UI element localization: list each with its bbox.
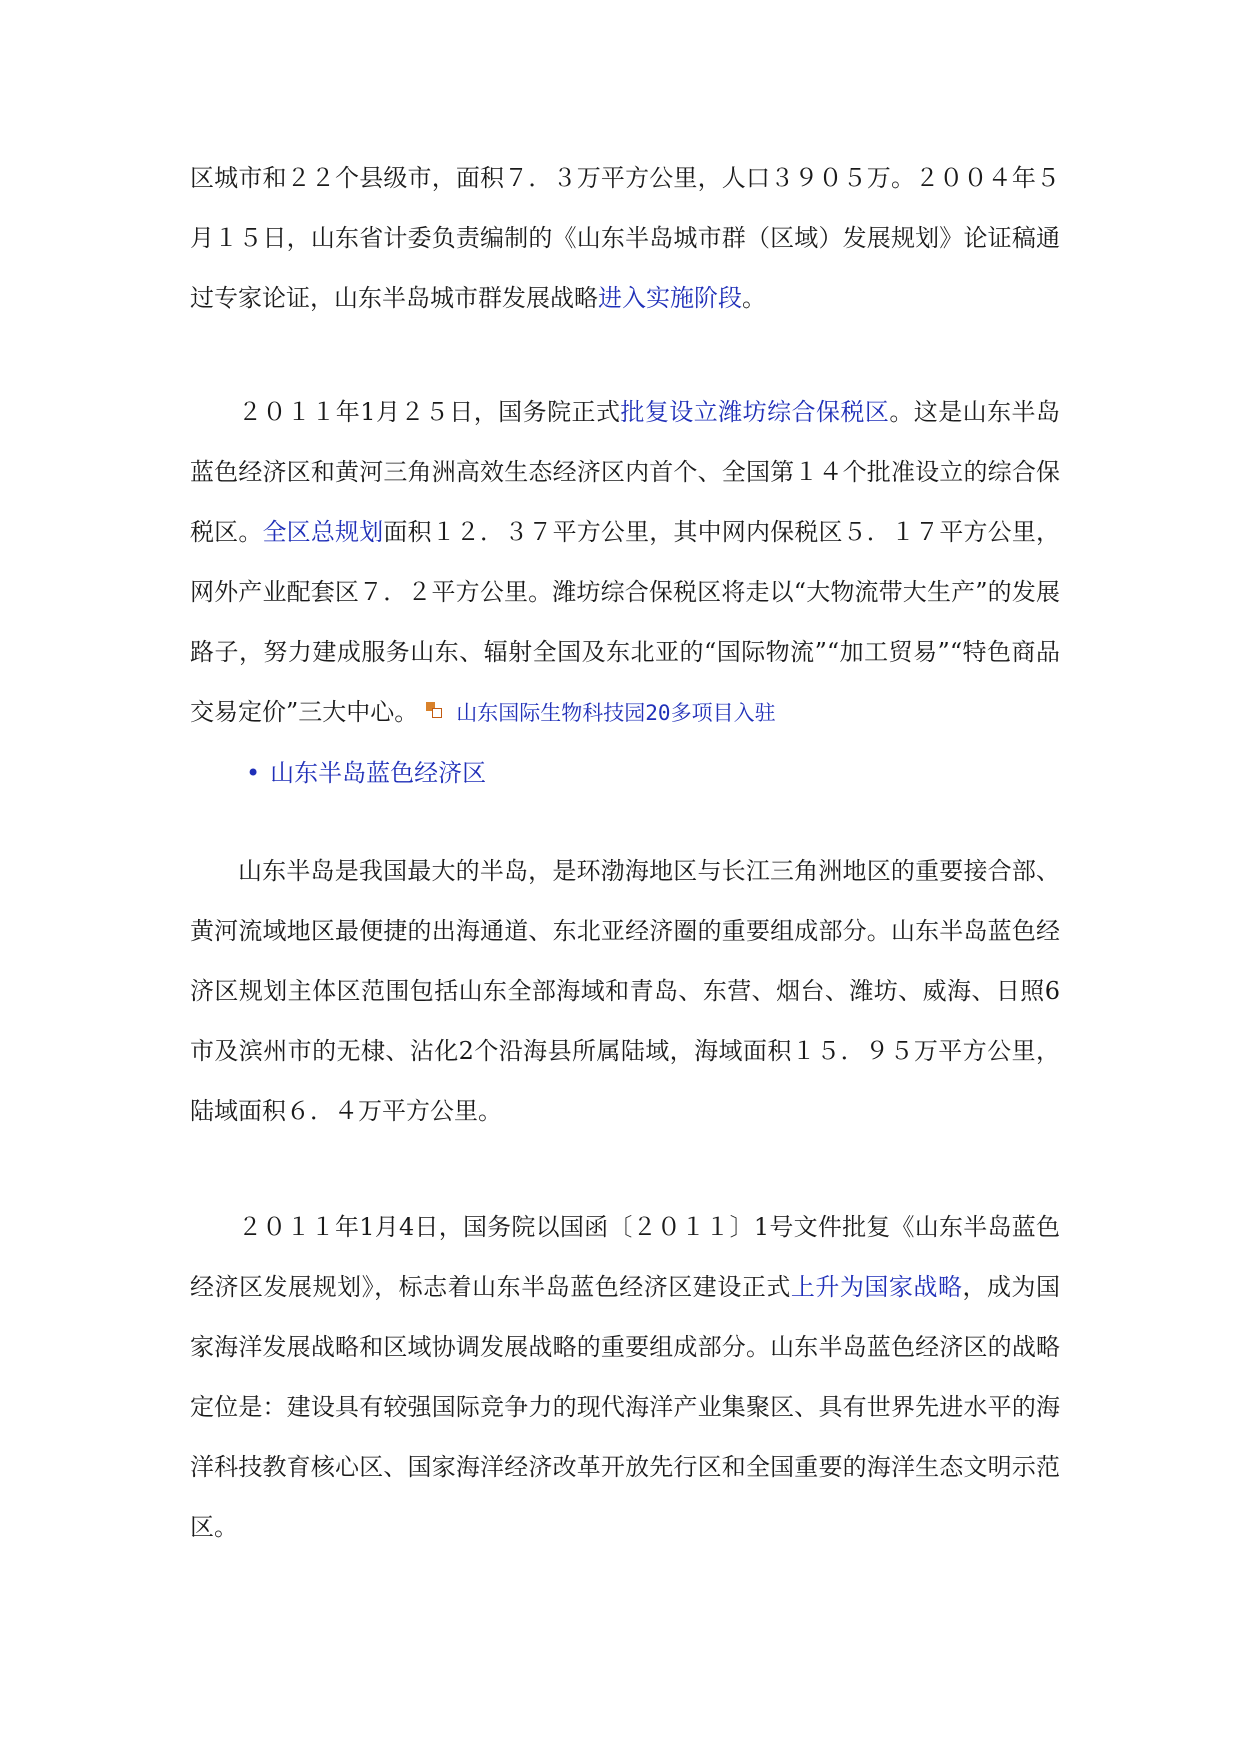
paragraph-text: 区城市和２２个县级市，面积７．３万平方公里，人口３９０５万。２００４年５月１５日，山东省计委负责编制的《山东半岛城市群（区域）发展规划》论证稿通过专家论证，山东半岛城市群发展战略 bbox=[190, 164, 1060, 312]
paragraph-peninsula-overview: 山东半岛是我国最大的半岛，是环渤海地区与长江三角洲地区的重要接合部、黄河流域地区最便捷的出海通道、东北亚经济圈的重要组成部分。山东半岛蓝色经济区规划主体区范围包括山东全部海域和青岛、东营、烟台、潍坊、威海、日照6市及滨州市的无棣、沾化2个沿海县所属陆域，海域面积１５．９５万平方公里，陆域面积６．４万平方公里。 bbox=[190, 857, 1060, 1125]
paragraph-text: 。 bbox=[742, 284, 766, 312]
paragraph-urban-cluster bbox=[190, 148, 1060, 328]
related-article-icon bbox=[426, 702, 442, 718]
document-page bbox=[190, 148, 1060, 1557]
paragraph-text: 。这是山东半岛蓝色经济区和黄河三角洲高效生态经济区内首个、全国第１４个批准设立的综合保税区。 bbox=[190, 398, 1060, 546]
bullet-icon: • bbox=[246, 759, 261, 787]
link-overall-plan[interactable]: 全区总规划 bbox=[262, 518, 384, 546]
link-related-biotech-park[interactable]: 山东国际生物科技园20多项目入驻 bbox=[456, 701, 776, 725]
link-weifang-bonded-zone[interactable]: 批复设立潍坊综合保税区 bbox=[620, 398, 890, 426]
paragraph-text: 面积１２．３７平方公里，其中网内保税区５．１７平方公里，网外产业配套区７．２平方公里。潍坊综合保税区将走以“大物流带大生产”的发展路子，努力建成服务山东、辐射全国及东北亚的“国际物流”“加工贸易”“特色商品交易定价”三大中心。 bbox=[190, 518, 1061, 726]
link-national-strategy[interactable]: 上升为国家战略 bbox=[790, 1273, 963, 1301]
paragraph-text: ２０１１年1月２５日，国务院正式 bbox=[238, 398, 621, 426]
section-heading-blue-economic-zone bbox=[190, 743, 1060, 803]
paragraph-national-strategy bbox=[190, 1197, 1060, 1557]
paragraph-text: ，成为国家海洋发展战略和区域协调发展战略的重要组成部分。山东半岛蓝色经济区的战略定位是：建设具有较强国际竞争力的现代海洋产业集聚区、具有世界先进水平的海洋科技教育核心区、国家海洋经济改革开放先行区和全国重要的海洋生态文明示范区。 bbox=[190, 1273, 1061, 1541]
paragraph-weifang-bonded-zone bbox=[190, 382, 1060, 743]
link-implementation-stage[interactable]: 进入实施阶段 bbox=[598, 284, 742, 312]
link-blue-economic-zone[interactable]: 山东半岛蓝色经济区 bbox=[270, 759, 487, 787]
paragraph-text: ２０１１年1月4日，国务院以国函〔２０１１〕1号文件批复《山东半岛蓝色经济区发展规划》，标志着山东半岛蓝色经济区建设正式 bbox=[190, 1213, 1060, 1301]
